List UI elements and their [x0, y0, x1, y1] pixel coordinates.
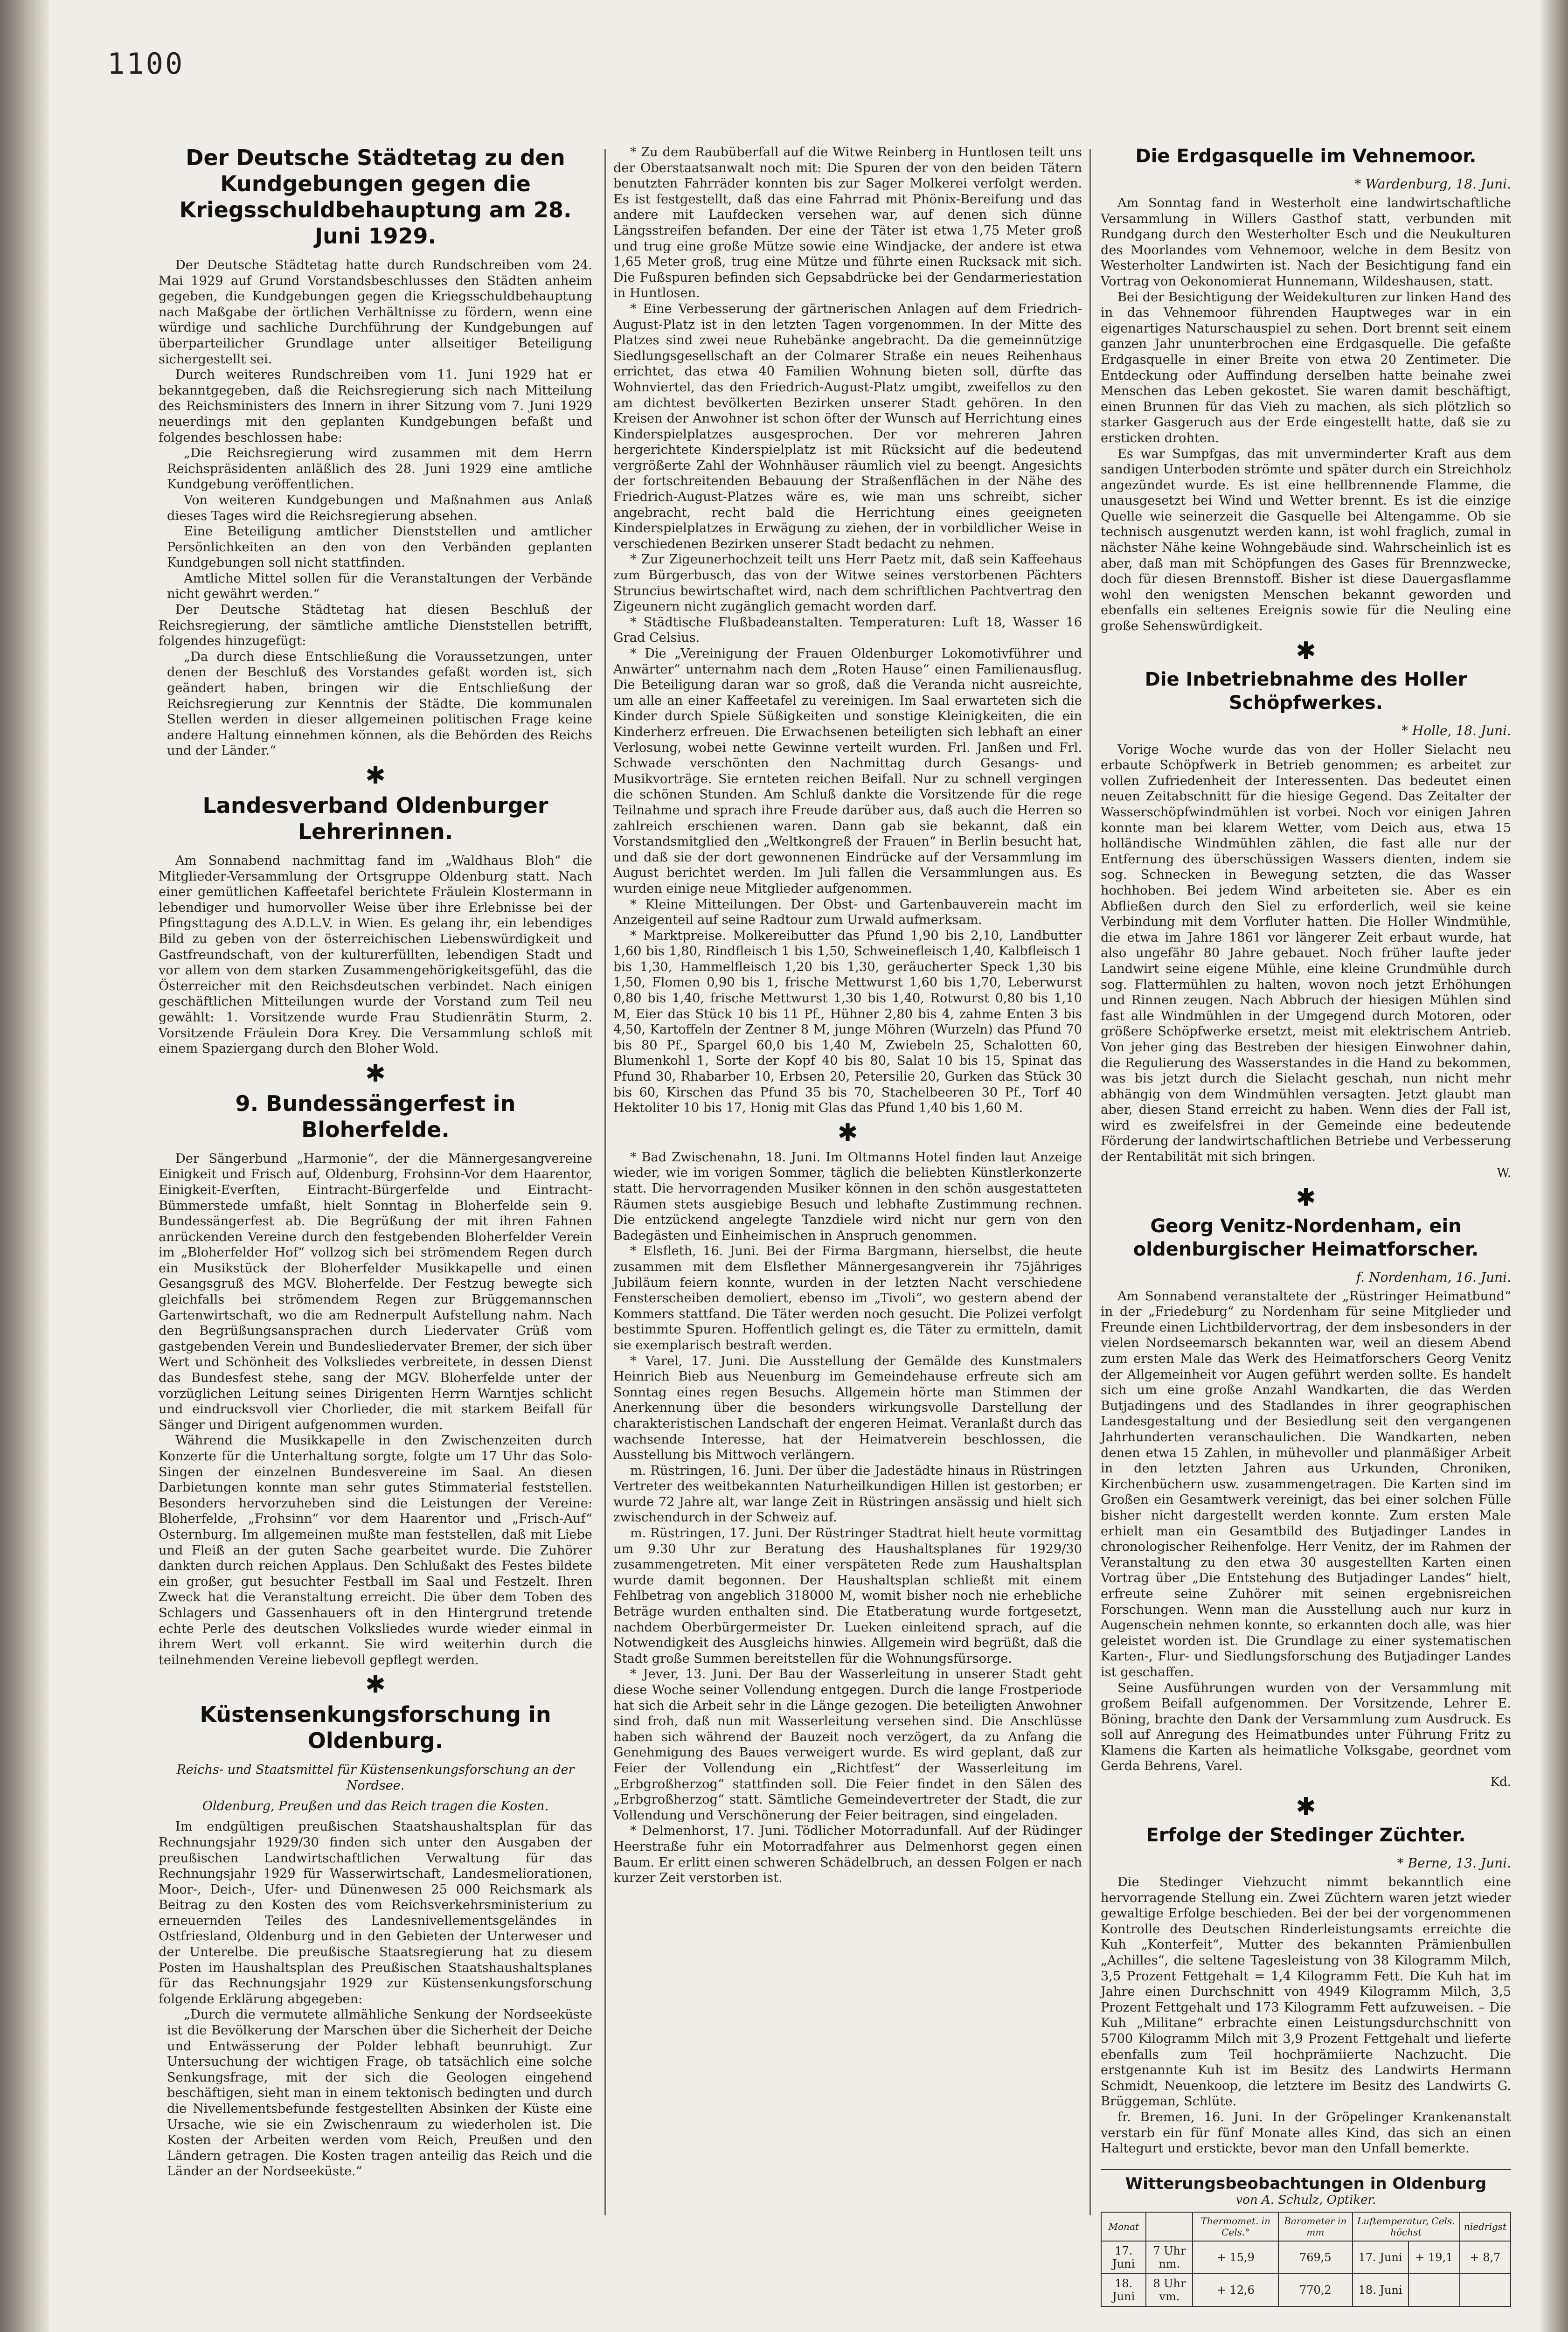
separator-star: ✱ — [837, 1118, 858, 1147]
paragraph: Die Stedinger Viehzucht nimmt bekanntlich eine hervorragende Stellung ein. Zwei Züchtern waren jetzt wieder gewaltige Erfolge beschieden. Bei der bei der vorgenommenen Kontrolle des Deutschen Rinderleistungsamts erreichte die Kuh „Konterfeit“, Mutter des bekannten Prämienbullen „Achilles“, die seltene Tagesleistung von 38 Kilogramm Milch, 3,5 Prozent Fettgehalt = 1,4 Kilogramm Fett. Die Kuh hat im Jahre einen Durchschnitt von 4949 Kilogramm Milch, 3,5 Prozent Fettgehalt und 173 Kilogramm Fett aufzuweisen. – Die Kuh „Militane“ erbrachte einen Leistungsdurchschnitt von 5700 Kilogramm Milch mit 3,9 Prozent Fettgehalt und lieferte ebenfalls zum Teil hochprämiierte Nachzucht. Die erstgenannte Kuh ist im Besitz des Landwirts Hermann Schmidt, Neuenkoop, die letztere im Besitz des Landwirts G. Brüggeman, Schlüte. — [1101, 1875, 1511, 2109]
cell: 18. Juni — [1353, 2274, 1408, 2306]
cell: 770,2 — [1278, 2274, 1352, 2306]
article-headline: Küstensenkungsforschung in Oldenburg. — [200, 1702, 551, 1754]
cell: 7 Uhr nm. — [1146, 2241, 1193, 2274]
header-cell: Barometer in mm — [1278, 2212, 1352, 2241]
paragraph: fr. Bremen, 16. Juni. In der Gröpelinger Krankenanstalt verstarb ein für fünf Monate alles Kind, das sich an einen Haltegurt und erstickte, bevor man den Unfall bemerkte. — [1101, 2110, 1511, 2156]
separator-star: ✱ — [365, 762, 386, 790]
weather-subtitle: von A. Schulz, Optiker. — [1235, 2193, 1376, 2207]
dateline: * Holle, 18. Juni. — [1401, 722, 1511, 738]
paragraph: Von weiteren Kundgebungen und Maßnahmen aus Anlaß dieses Tages wird die Reichsregierung absehen. — [167, 493, 592, 523]
weather-row — [1101, 2241, 1511, 2274]
cell: 17. Juni — [1101, 2241, 1146, 2274]
paragraph: Amtliche Mittel sollen für die Veranstaltungen der Verbände nicht gewährt werden.“ — [167, 571, 592, 602]
article-headline: Der Deutsche Städtetag zu den Kundgebungen gegen die Kriegsschuldbehauptung am 28. Juni 1929. — [179, 145, 572, 249]
paragraph: Seine Ausführungen wurden von der Versammlung mit großem Beifall aufgenommen. Der Vorsitzende, Lehrer E. Böning, brachte den Dank der Versammlung zum Ausdruck. Es soll auf Anregung des Heimatbundes unter Führung Fritz zu Klamens die Karten als heimatliche Volksgabe, geordnet vom Gerda Behrens, Varel. — [1101, 1680, 1511, 1774]
page-number: 1100 — [107, 47, 185, 81]
separator-star: ✱ — [365, 1671, 386, 1699]
cell: 18. Juni — [1101, 2274, 1146, 2306]
news-item: * Städtische Flußbadeanstalten. Temperaturen: Luft 18, Wasser 16 Grad Celsius. — [613, 615, 1082, 645]
cell: + 19,1 — [1408, 2241, 1460, 2274]
paragraph: Eine Beteiligung amtlicher Dienststellen und amtlicher Persönlichkeiten an den von den Verbänden geplanten Kundgebungen soll nicht stattfinden. — [167, 524, 592, 570]
paragraph: Am Sonnabend nachmittag fand im „Waldhaus Bloh“ die Mitglieder-Versammlung der Ortsgruppe Oldenburg statt. Nach einer gemütlichen Kaffeetafel berichtete Fräulein Klostermann in lebendiger und humorvoller Weise über ihre Erlebnisse bei der Pfingsttagung des A.D.L.V. in Wien. Es gelang ihr, ein lebendiges Bild zu geben von der österreichischen Liebenswürdigkeit und Gastfreundschaft, von der kulturerfüllten, lebendigen Stadt und vor allem von dem starken Zusammengehörigkeitsgefühl, das die Österreicher mit den Reichsdeutschen verbindet. Nach einigen geschäftlichen Mitteilungen wurde der Vorstand zum Teil neu gewählt: 1. Vorsitzende wurde Frau Studienrätin Sturm, 2. Vorsitzende Fräulein Dora Krey. Die Versammlung schloß mit einem Spaziergang durch den Bloher Wold. — [159, 854, 592, 1056]
paragraph: „Die Reichsregierung wird zusammen mit dem Herrn Reichspräsidenten anläßlich des 28. Juni 1929 eine amtliche Kundgebung veröffentlichen. — [167, 446, 592, 492]
paragraph: Während die Musikkapelle in den Zwischenzeiten durch Konzerte für die Unterhaltung sorgte, folgte um 17 Uhr das Solo-Singen der einzelnen Bundesvereine im Saal. An diesen Darbietungen konnte man sehr gutes Stimmaterial feststellen. Besonders hervorzuheben sind die Leistungen der Vereine: Bloherfelde, „Frohsinn“ vor dem Haarentor und „Frisch-Auf“ Osternburg. Im allgemeinen mußte man feststellen, daß mit Liebe und Fleiß an der guten Sache gearbeitet wurde. Die Zuhörer dankten durch reichen Applaus. Den Schlußakt des Festes bildete ein großer, gut besuchter Festball im Saal und Festzelt. Ihren Zweck hat die Veranstaltung erreicht. Die über dem Toben des Schlagers und Gassenhauers oft in den Hintergrund tretende echte Perle des deutschen Volksliedes wurde wieder einmal in ihrem Wert voll erkannt. Sie wird weiterhin durch die teilnehmenden Vereine liebevoll gepflegt werden. — [159, 1433, 592, 1667]
author-signature: W. — [1497, 1166, 1511, 1180]
separator-star: ✱ — [1296, 637, 1316, 665]
paragraph: Bei der Besichtigung der Weidekulturen zur linken Hand des in das Vehnemoor führenden Hauptweges war in ein eigenartiges Naturschauspiel zu sehen. Dort brennt seit einem ganzen Jahr ununterbrochen eine Erdgasquelle. Die gefaßte Erdgasquelle in einer Breite von etwa 20 Zentimeter. Die Entdeckung oder Auffindung derselben hatte beinahe zwei Menschen das Leben gekostet. Sie waren damit beschäftigt, einen Brunnen für das Vieh zu machen, als sich plötzlich so starker Gasgeruch aus der Erde eingestellt hatte, daß sie zu ersticken drohten. — [1101, 290, 1511, 445]
separator-star: ✱ — [1296, 1793, 1316, 1821]
article-headline: Landesverband Oldenburger Lehrerinnen. — [202, 793, 548, 844]
article-headline: Erfolge der Stedinger Züchter. — [1146, 1825, 1466, 1846]
news-item: * Zur Zigeunerhochzeit teilt uns Herr Paetz mit, daß sein Kaffeehaus zum Bürgerbusch, das von der Witwe seines verstorbenen Pächters Struncius bewirtschaftet wird, nach dem schriftlichen Pachtvertrag den Zigeunern nicht zugänglich gemacht worden darf. — [613, 552, 1082, 614]
paragraph: Der Deutsche Städtetag hat diesen Beschluß der Reichsregierung, der sämtliche amtliche Dienststellen betrifft, folgendes hinzugefügt: — [159, 603, 592, 649]
dateline: * Wardenburg, 18. Juni. — [1354, 176, 1511, 192]
column-2 — [613, 145, 1082, 1886]
paragraph: Der Deutsche Städtetag hatte durch Rundschreiben vom 24. Mai 1929 auf Grund Vorstandsbeschlusses den Städten anheim gegeben, die Kundgebungen gegen die Kriegsschuldbehauptung nach Maßgabe der örtlichen Verhältnisse zu fördern, wenn eine würdige und sachliche Durchführung der Kundgebungen auf überparteilicher Grundlage unter allseitiger Beteiligung sichergestellt sei. — [159, 258, 592, 367]
cell: + 15,9 — [1193, 2241, 1278, 2274]
column-3 — [1101, 145, 1511, 2307]
paragraph: Im endgültigen preußischen Staatshaushaltsplan für das Rechnungsjahr 1929/30 finden sich unter den Ausgaben der preußischen Landwirtschaftlichen Verwaltung für das Rechnungsjahr 1929 für Wasserwirtschaft, Landesmeliorationen, Moor-, Deich-, Ufer- und Dünenwesen 25 000 Reichsmark als Beitrag zu den Kosten des vom Reichsverkehrsministerium zu erneuernden Teiles des Landesnivellementsgeländes in Ostfriesland, Oldenburg und in den Gebieten der Unterweser und der Unterelbe. Die preußische Staatsregierung hat zu diesem Posten im Haushaltsplan des Preußischen Staatshaushaltsplanes für das Rechnungsjahr 1929 zur Küstensenkungsforschung folgende Erklärung abgegeben: — [159, 1819, 592, 2006]
news-item: * Eine Verbesserung der gärtnerischen Anlagen auf dem Friedrich-August-Platz ist in den letzten Tagen vorgenommen. In der Mitte des Platzes sind zwei neue Ruhebänke angebracht. Da die gemeinnützige Siedlungsgesellschaft an der Colmarer Straße ein neues Reihenhaus errichtet, das etwa 40 Familien Wohnung bieten soll, dürfte das Wohnviertel, das den Friedrich-August-Platz umgibt, zweifellos zu den am dichtest bevölkerten Bezirken unserer Stadt gehören. In den Kreisen der Anwohner ist schon öfter der Wunsch auf Herrichtung eines Kinderspielplatzes ausgesprochen. Der vor mehreren Jahren hergerichtete Kinderspielplatz ist mit Rücksicht auf die bedeutend vergrößerte Zahl der Wohnhäuser räumlich viel zu beengt. Angesichts der fortschreitenden Bebauung der Straßenflächen in der Nähe des Friedrich-August-Platzes wäre es, wie man uns schreibt, sicher angebracht, recht bald die Herrichtung eines geeigneten Kinderspielplatzes in Erwägung zu ziehen, der in vorbildlicher Weise in verschiedenen Bezirken unserer Stadt bedacht zu nehmen. — [613, 301, 1082, 551]
news-item: * Zu dem Raubüberfall auf die Witwe Reinberg in Huntlosen teilt uns der Oberstaatsanwalt noch mit: Die Spuren der von den beiden Tätern benutzten Fahrräder konnten bis zur Sager Molkerei verfolgt werden. Es ist festgestellt, daß das eine Fahrrad mit Phönix-Bereifung und das andere mit Laufdecken versehen war, auf denen sich dünne Längsstreifen befanden. Der eine der Täter ist etwa 1,75 Meter groß und trug eine große Mütze sowie eine Windjacke, der andere ist etwa 1,65 Meter groß, trug eine Mütze und führte einen Rucksack mit sich. Die Fußspuren befinden sich Gepsabdrücke bei der Gendarmeriestation in Huntlosen. — [613, 145, 1082, 301]
news-item: * Varel, 17. Juni. Die Ausstellung der Gemälde des Kunstmalers Heinrich Bieb aus Neuenburg im Gemeindehause erfreute sich am Sonntag eines regen Besuchs. Allgemein hörte man Stimmen der Anerkennung über die besonders wirkungsvolle Darstellung der charakteristischen Landschaft der engeren Heimat. Veranlaßt durch das wachsende Interesse, hat der Heimatverein beschlossen, die Ausstellung bis Mittwoch verlängern. — [613, 1353, 1082, 1463]
paragraph: Vorige Woche wurde das von der Holler Sielacht neu erbaute Schöpfwerk in Betrieb genommen; es arbeitet zur vollen Zufriedenheit der Interessenten. Das bedeutet einen neuen Zeitabschnitt für die hiesige Gegend. Das Zeitalter der Wasserschöpfwindmühlen ist vorbei. Noch vor einigen Jahren konnte man bei klarem Wetter, vom Deich aus, etwa 15 holländische Windmühlen zählen, die fast alle nur der Entfernung des überschüssigen Wassers dienten, indem sie sog. Schnecken in Bewegung setzten, die das Wasser hochhoben. Bei jedem Wind arbeiteten sie. Aber es ein Abfließen durch den Siel zu erforderlich, weil sie keine Verbindung mit dem Vorfluter hatten. Die Holler Windmühle, die etwa im Jahre 1861 vor längerer Zeit erbaut wurde, hat also ungefähr 80 Jahre gebauet. Noch früher laufte jeder Landwirt seine eigene Mühle, eine kleine Grundmühle durch sog. Flattermühlen zu halten, wovon noch jetzt Erhöhungen und Rinnen zeugen. Nach Abbruch der hiesigen Mühlen sind fast alle Windmühlen in der Umgegend durch Motoren, oder größere Schöpfwerke ersetzt, meist mit elektrischem Antrieb. Von jeher ging das Bestreben der hiesigen Einwohner dahin, die Regulierung des Wasserstandes in die Hand zu bekommen, was bis jetzt durch die Sielacht geschah, nun nicht mehr abhängig von dem Windmühlen versagten. Jetzt glaubt man aber, diesen Stand erreicht zu haben. Wenn dies der Fall ist, wird es zweifelsfrei in der Gemeinde eine bedeutende Förderung der landwirtschaftlichen Betriebe und Verbesserung der Rentabilität mit sich bringen. — [1101, 742, 1511, 1165]
news-item: m. Rüstringen, 16. Juni. Der über die Jadestädte hinaus in Rüstringen Vertreter des weitbekannten Naturheilkundigen Hillen ist gestorben; er wurde 72 Jahre alt, war lange Zeit in Rüstringen ansässig und hielt sich zwischendurch in der Schweiz auf. — [613, 1463, 1082, 1525]
cell: + 12,6 — [1193, 2274, 1278, 2306]
news-item: m. Rüstringen, 17. Juni. Der Rüstringer Stadtrat hielt heute vormittag um 9.30 Uhr zur Beratung des Haushaltsplanes für 1929/30 zusammengetreten. Mit einer verspäteten Rede zum Haushaltsplan wurde damit begonnen. Der Haushaltsplan schließt mit einem Fehlbetrag von angeblich 318000 M, womit bisher noch nie erhebliche Beträge wurden enthalten sind. Die Etatberatung wurde fortgesetzt, nachdem Oberbürgermeister Dr. Lueken einleitend sprach, auf die Notwendigkeit des Ausgleichs hinwies. Allgemein wird begrüßt, daß die Stadt große Summen bereitstellen für die Wohnungsfürsorge. — [613, 1526, 1082, 1666]
weather-row — [1101, 2274, 1511, 2306]
article-headline: Georg Venitz-Nordenham, ein oldenburgischer Heimatforscher. — [1133, 1215, 1479, 1260]
paragraph: Am Sonnabend veranstaltete der „Rüstringer Heimatbund“ in der „Friedeburg“ zu Nordenham für seine Mitglieder und Freunde einen Lichtbildervortrag, der dem insbesonders in der vielen Nordseemarsch bekannten war, weil an diesem Abend zum ersten Male das Werk des Heimatforschers Georg Venitz der Allgemeinheit vor Augen geführt werden sollte. Es handelt sich um eine große Anzahl Wandkarten, die das Werden Butjadingens und des Stadlandes in ihrer geographischen Landesgestaltung und der Besiedlung seit den vergangenen Jahrhunderten veranschaulichen. Die Wandkarten, neben denen etwa 15 Zahlen, in mühevoller und planmäßiger Arbeit in den letzten Jahren aus Urkunden, Chroniken, Kirchenbüchern usw. zusammengetragen. Die Karten sind im Großen ein Gesamtwerk vereinigt, das bei einer solchen Fülle bisher nicht dargestellt werden konnte. Zum ersten Male erhielt man ein Gesamtbild des Butjadinger Landes in chronologischer Reihenfolge. Herr Venitz, der im Rahmen der Veranstaltung zu den etwa 30 ausgestellten Karten einen Vortrag über „Die Entstehung des Butjadinger Landes“ hielt, erfreute seine Zuhörer mit seinen ergebnisreichen Forschungen. Wenn man die Ausstellung auch nur kurz in Augenschein nehmen konnte, so erkannten doch alle, was hier geleistet worden ist. Die Grundlage zu einer systematischen Karten-, Flur- und Siedlungsforschung des Butjadinger Landes ist geschaffen. — [1101, 1289, 1511, 1680]
header-cell: niedrigst — [1460, 2212, 1511, 2241]
cell: 8 Uhr vm. — [1146, 2274, 1193, 2306]
separator-star: ✱ — [1296, 1183, 1316, 1212]
news-item: * Kleine Mitteilungen. Der Obst- und Gartenbauverein macht im Anzeigenteil auf seine Radtour zum Urwald aufmerksam. — [613, 897, 1082, 928]
news-item: * Die „Vereinigung der Frauen Oldenburger Lokomotivführer und Anwärter“ unternahm nach dem „Roten Hause“ einen Familienausflug. Die Beteiligung daran war so groß, daß die Veranda nicht ausreichte, um alle an einer Kaffeetafel zu vereinigen. Im Saal erwarteten sich die Kinder durch Spiele Süßigkeiten und sonstige Kleinigkeiten, die ein Kinderherz erfreuen. Die Erwachsenen beteiligten sich lebhaft an einer Verlosung, wobei nette Gewinne verteilt wurden. Frl. Janßen und Frl. Schwade verschönten den Nachmittag durch Gesangs- und Musikvorträge. Sie ernteten reichen Beifall. Nur zu schnell vergingen die schönen Stunden. Am Schluß dankte die Vorsitzende für die rege Teilnahme und sprach ihre Freude darüber aus, daß auch die Herren so zahlreich erschienen waren. Dann gab sie bekannt, daß ein Vorstandsmitglied den „Weltkongreß der Frauen“ in Berlin besucht hat, und daß sie der dort gewonnenen Eindrücke auf der Versammlung im August berichtet werden. Im Juli fallen die Versammlungen aus. Es wurden einige neue Mitglieder aufgenommen. — [613, 646, 1082, 896]
weather-header-row — [1101, 2212, 1511, 2241]
paragraph: Der Sängerbund „Harmonie“, der die Männergesangvereine Einigkeit und Frisch auf, Oldenburg, Frohsinn-Vor dem Haarentor, Einigkeit-Everſten, Eintracht-Bürgerfelde und Eintracht-Bümmerstede umfaßt, hielt Sonntag in Bloherfelde sein 9. Bundessängerfest ab. Die Begrüßung der mit ihren Fahnen anrückenden Vereine durch den festgebenden Bloherfelder Verein im „Bloherfelder Hof“ vollzog sich bei strömendem Regen durch ein Musikstück der Bloherfelder Musikkapelle und einen Gesangsgruß des MGV. Bloherfelde. Der Festzug bewegte sich gleichfalls bei strömendem Regen zur Brüggemannschen Gartenwirtschaft, wo die am Rednerpult Aufstellung nahm. Nach den Begrüßungsansprachen durch Liedervater Grüß vom gastgebenden Verein und Bundesliedervater Bremer, der sich über Wert und Schönheit des Volksliedes verbreitete, in dessen Dienst das Bundesfest stehe, sang der MGV. Bloherfelde unter der vorzüglichen Leitung seines Dirigenten Herrn Warntjes schlicht und eindrucksvoll vier Chorlieder, die mit starkem Beifall für Sänger und Dirigent aufgenommen wurden. — [159, 1151, 592, 1432]
news-item: * Jever, 13. Juni. Der Bau der Wasserleitung in unserer Stadt geht diese Woche seiner Vollendung entgegen. Durch die lange Frostperiode hat sich die Arbeit sehr in die Länge gezogen. Die beteiligten Anwohner sind froh, daß nun mit Wasserleitung versehen sind. Die Anschlüsse haben sich während der Bauzeit noch verzögert, da zu Anfang die Genehmigung des Baues verweigert wurde. Es wird geplant, daß zur Feier der Vollendung ein „Richtfest“ der Wasserleitung im „Erbgroßherzog“ stattfinden soll. Die Feier findet in den Sälen des „Erbgroßherzog“ statt. Sämtliche Gemeindevertreter der Stadt, die zur Vollendung und Verschönerung der Feier beitragen, sind eingeladen. — [613, 1667, 1082, 1823]
dateline: f. Nordenham, 16. Juni. — [1356, 1269, 1511, 1285]
paragraph: „Da durch diese Entschließung die Voraussetzungen, unter denen der Beschluß des Vorstandes gefaßt worden ist, sich geändert haben, bringen wir die Entschließung der Reichsregierung zur Kenntnis der Städte. Die kommunalen Stellen werden in dieser allgemeinen politischen Frage keine andere Haltung einnehmen können, als die Behörden des Reichs und der Länder.“ — [167, 649, 592, 758]
cell: 769,5 — [1278, 2241, 1352, 2274]
column-1 — [159, 145, 592, 2179]
header-cell: Monat — [1101, 2212, 1146, 2241]
article-body — [159, 257, 592, 759]
weather-table — [1101, 2212, 1511, 2307]
cell — [1408, 2274, 1460, 2306]
news-item: * Bad Zwischenahn, 18. Juni. Im Oltmanns Hotel finden laut Anzeige wieder, wie im vorigen Sommer, täglich die beliebten Künstlerkonzerte statt. Die hervorragenden Musiker können in den schön ausgestatteten Räumen stets ausgiebige Besuch und lebhafte Zustimmung rechnen. Die entzückend angelegte Tanzdiele wird nicht nur gern von den Badegästen und Einheimischen in Anspruch genommen. — [613, 1150, 1082, 1243]
article-headline: Die Erdgasquelle im Vehnemoor. — [1135, 146, 1477, 167]
news-item: * Elsfleth, 16. Juni. Bei der Firma Bargmann, hierselbst, die heute zusammen mit dem Elsflether Männergesangverein ihr 75jähriges Jubiläum feiern konnte, wurden in der letzten Nacht verschiedene Fensterscheiben demoliert, ebenso im „Tivoli“, wo gestern abend der Kommers stattfand. Die Täter werden noch gesucht. Die Polizei verfolgt bestimmte Spuren. Hoffentlich gelingt es, die Täter zu ermitteln, damit sie exemplarisch bestraft werden. — [613, 1244, 1082, 1353]
article-subhead: Reichs- und Staatsmittel für Küstensenkungsforschung an der Nordsee. — [176, 1763, 575, 1793]
scan-page-edge — [1540, 0, 1568, 2332]
article-headline: 9. Bundessängerfest in Bloherfelde. — [235, 1090, 516, 1142]
cell: + 8,7 — [1460, 2241, 1511, 2274]
separator-star: ✱ — [365, 1059, 386, 1088]
dateline: * Berne, 13. Juni. — [1397, 1855, 1511, 1871]
column-rule — [604, 149, 606, 2215]
scan-binding-edge — [0, 0, 49, 2332]
article-headline: Die Inbetriebnahme des Holler Schöpfwerkes. — [1145, 668, 1467, 714]
header-cell — [1146, 2212, 1193, 2241]
cell: 17. Juni — [1353, 2241, 1408, 2274]
cell — [1460, 2274, 1511, 2306]
article-subhead: Oldenburg, Preußen und das Reich tragen die Kosten. — [202, 1799, 549, 1814]
weather-title: Witterungsbeobachtungen in Oldenburg — [1125, 2174, 1487, 2193]
author-signature: Kd. — [1490, 1775, 1511, 1790]
paragraph: Es war Sumpfgas, das mit unverminderter Kraft aus dem sandigen Unterboden strömte und später durch ein Streichholz angezündet wurde. Es ist eine hellbrennende Flamme, die unausgesetzt bei Wind und Wetter brennt. Es ist die einzige Quelle wie seinerzeit die Gasquelle bei Altengamme. Ob sie technisch ausgenutzt werden kann, ist wohl fraglich, zumal in nächster Nähe keine Wohngebäude sind. Wahrscheinlich ist es aber, daß man mit Schöpfungen des Gases für Brennzwecke, doch für diesen Brennstoff. Bisher ist diese Dauergasflamme wohl den wenigsten Menschen bekannt geworden und ebenfalls ein seltenes Ereignis sowie für die Neuling eine große Sehenswürdigkeit. — [1101, 446, 1511, 634]
header-cell: Thermomet. in Cels.° — [1193, 2212, 1278, 2241]
paragraph: Am Sonntag fand in Westerholt eine landwirtschaftliche Versammlung in Willers Gasthof statt, verbunden mit Rundgang durch den Westerholter Esch und die Neukulturen des Moorlandes vom Vehnemoor, welche in dem Besitz von Westerholter Landwirten ist. Nach der Besichtigung fand ein Vortrag von Oekonomierat Hunnemann, Wildeshausen, statt. — [1101, 196, 1511, 289]
column-rule — [1089, 149, 1091, 2215]
weather-observations-box — [1101, 2169, 1511, 2307]
paragraph: Durch weiteres Rundschreiben vom 11. Juni 1929 hat er bekanntgegeben, daß die Reichsregierung sich nach Mitteilung des Reichsministers des Innern in ihrer Sitzung vom 7. Juni 1929 neuerdings mit den geplanten Kundgebungen befaßt und folgendes beschlossen habe: — [159, 368, 592, 445]
paragraph: „Durch die vermutete allmähliche Senkung der Nordseeküste ist die Bevölkerung der Marschen über die Sicherheit der Deiche und Entwässerung der Polder lebhaft beunruhigt. Zur Untersuchung der wichtigen Frage, ob tatsächlich eine solche Senkungsfrage, mit der sich die Geologen eingehend beschäftigen, sieht man in einem tektonisch bedingten und durch die Nivellementsbefunde festgestellten Absinken der Küste eine Ursache, wie sie ein Zwischenraum zu wiederholen ist. Die Kosten der Arbeiten werden vom Reich, Preußen und den Ländern getragen. Die Kosten tragen anteilig das Reich und die Länder an der Nordseeküste.“ — [167, 2007, 592, 2179]
news-item: * Delmenhorst, 17. Juni. Tödlicher Motorradunfall. Auf der Rüdinger Heerstraße fuhr ein Motorradfahrer aus Delmenhorst gegen einen Baum. Er erlitt einen schweren Schädelbruch, an dessen Folgen er nach kurzer Zeit verstorben ist. — [613, 1824, 1082, 1886]
news-item: * Marktpreise. Molkereibutter das Pfund 1,90 bis 2,10, Landbutter 1,60 bis 1,80, Rindfleisch 1 bis 1,50, Schweinefleisch 1,40, Kalbfleisch 1 bis 1,30, Hammelfleisch 1,20 bis 1,30, geräucherter Speck 1,30 bis 1,50, Flomen 0,90 bis 1, frische Mettwurst 1,60 bis 1,70, Leberwurst 0,80 bis 1,40, frische Mettwurst 1,30 bis 1,40, Rotwurst 0,80 bis 1,10 M, Eier das Stück 10 bis 11 Pf., Hühner 2,80 bis 4, zahme Enten 3 bis 4,50, Kartoffeln der Zentner 8 M, junge Möhren (Wurzeln) das Pfund 70 bis 80 Pf., Spargel 60,0 bis 1,40 M, Zwiebeln 25, Schalotten 60, Blumenkohl 1, Sorte der Kopf 40 bis 80, Salat 10 bis 15, Spinat das Pfund 30, Rhabarber 10, Erbsen 20, Petersilie 20, Gurken das Stück 30 bis 60, Kirschen das Pfund 35 bis 70, Stachelbeeren 30 Pf., Torf 40 Hektoliter 10 bis 17, Honig mit Glas das Pfund 1,40 bis 1,60 M. — [613, 928, 1082, 1116]
header-cell: Luftemperatur, Cels. höchst — [1353, 2212, 1460, 2241]
